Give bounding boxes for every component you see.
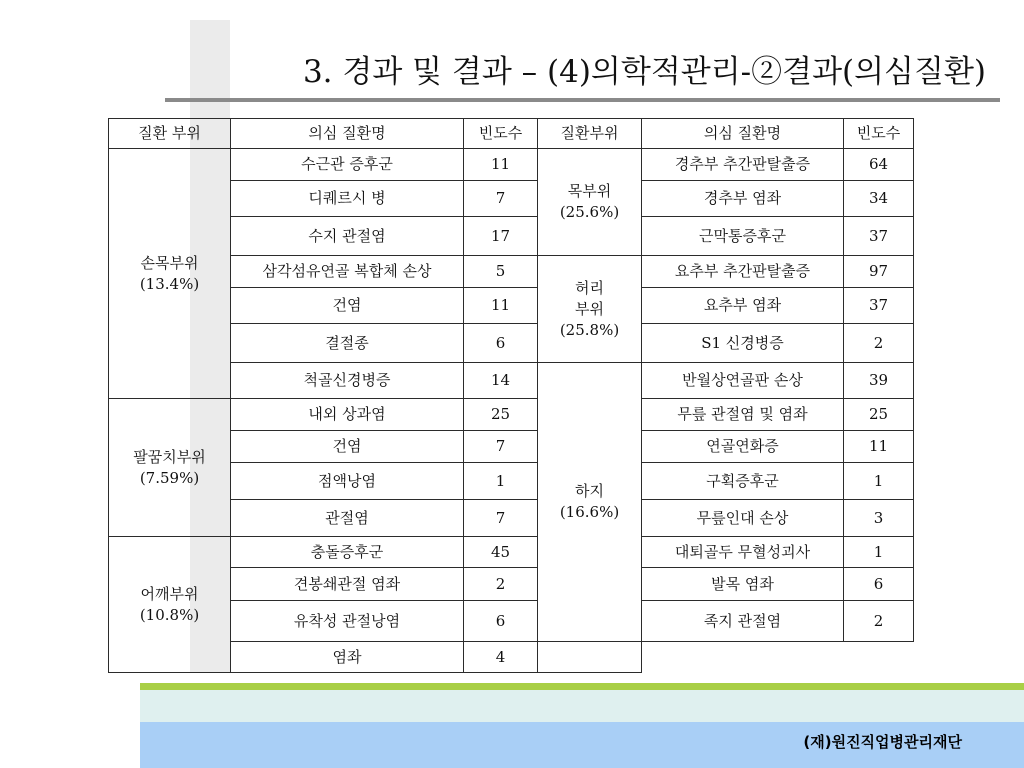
left-disease-name: 견봉쇄관절 염좌 bbox=[231, 568, 464, 601]
left-frequency: 11 bbox=[464, 149, 538, 181]
left-frequency: 1 bbox=[464, 463, 538, 500]
right-frequency: 6 bbox=[844, 568, 914, 601]
footer-organization: (재)원진직업병관리재단 bbox=[803, 733, 962, 751]
header-region: 질환부위 bbox=[538, 119, 642, 149]
slide-title: 3. 경과 및 결과 – (4)의학적관리-②결과(의심질환) bbox=[302, 53, 986, 90]
region-share: (25.8%) bbox=[559, 320, 620, 339]
right-frequency: 25 bbox=[844, 399, 914, 431]
right-frequency: 97 bbox=[844, 256, 914, 288]
left-disease-name: 관절염 bbox=[231, 500, 464, 537]
left-disease-name: 충돌증후군 bbox=[231, 537, 464, 568]
header-suspected-disease: 의심 질환명 bbox=[642, 119, 844, 149]
region-share: (16.6%) bbox=[559, 503, 620, 521]
region-share: (13.4%) bbox=[139, 274, 200, 293]
left-region-cell bbox=[109, 149, 231, 399]
right-frequency: 3 bbox=[844, 500, 914, 537]
right-frequency: 2 bbox=[844, 601, 914, 642]
left-frequency: 4 bbox=[464, 642, 538, 673]
right-frequency: 1 bbox=[844, 537, 914, 568]
right-disease-name: S1 신경병증 bbox=[642, 324, 844, 363]
left-disease-name: 점액낭염 bbox=[231, 463, 464, 500]
table-header-row bbox=[109, 119, 914, 149]
region-name: 하지 bbox=[575, 482, 604, 500]
right-disease-name: 연골연화증 bbox=[642, 431, 844, 463]
region-share: (25.6%) bbox=[559, 203, 620, 221]
right-frequency: 37 bbox=[844, 288, 914, 324]
region-name: 손목부위 bbox=[140, 253, 199, 272]
region-name: 목부위 bbox=[567, 182, 612, 200]
left-frequency: 7 bbox=[464, 431, 538, 463]
suspected-disease-table bbox=[108, 118, 914, 673]
left-disease-name: 건염 bbox=[231, 288, 464, 324]
left-frequency: 14 bbox=[464, 363, 538, 399]
region-share: (10.8%) bbox=[139, 605, 200, 624]
region-name: 어깨부위 bbox=[140, 584, 199, 603]
header-frequency: 빈도수 bbox=[464, 119, 538, 149]
title-area bbox=[60, 44, 986, 92]
right-disease-name: 무릎 관절염 및 염좌 bbox=[642, 399, 844, 431]
right-disease-name: 대퇴골두 무혈성괴사 bbox=[642, 537, 844, 568]
left-disease-name: 수지 관절염 bbox=[231, 217, 464, 256]
right-frequency: 1 bbox=[844, 463, 914, 500]
table-row bbox=[109, 537, 914, 568]
left-disease-name: 내외 상과염 bbox=[231, 399, 464, 431]
right-frequency: 34 bbox=[844, 181, 914, 217]
left-frequency: 5 bbox=[464, 256, 538, 288]
table-row bbox=[109, 149, 914, 181]
left-frequency: 11 bbox=[464, 288, 538, 324]
footer-light-band bbox=[140, 690, 1024, 722]
right-frequency: 2 bbox=[844, 324, 914, 363]
right-frequency: 11 bbox=[844, 431, 914, 463]
right-disease-name: 요추부 추간판탈출증 bbox=[642, 256, 844, 288]
title-underline bbox=[165, 98, 1000, 102]
right-region-cell bbox=[538, 149, 642, 256]
left-disease-name: 유착성 관절낭염 bbox=[231, 601, 464, 642]
region-name: 허리 부위 bbox=[575, 278, 604, 318]
left-frequency: 6 bbox=[464, 601, 538, 642]
header-region: 질환 부위 bbox=[109, 119, 231, 149]
left-frequency: 25 bbox=[464, 399, 538, 431]
right-disease-name: 경추부 추간판탈출증 bbox=[642, 149, 844, 181]
left-disease-name: 수근관 증후군 bbox=[231, 149, 464, 181]
header-frequency: 빈도수 bbox=[844, 119, 914, 149]
left-frequency: 17 bbox=[464, 217, 538, 256]
left-frequency: 6 bbox=[464, 324, 538, 363]
footer-green-stripe bbox=[140, 683, 1024, 690]
region-name: 팔꿈치부위 bbox=[133, 447, 206, 466]
empty-region-cell bbox=[538, 642, 642, 673]
left-disease-name: 염좌 bbox=[231, 642, 464, 673]
left-disease-name: 척골신경병증 bbox=[231, 363, 464, 399]
right-region-cell bbox=[538, 256, 642, 363]
right-frequency: 64 bbox=[844, 149, 914, 181]
right-disease-name: 무릎인대 손상 bbox=[642, 500, 844, 537]
right-frequency: 37 bbox=[844, 217, 914, 256]
right-disease-name: 요추부 염좌 bbox=[642, 288, 844, 324]
left-disease-name: 결절종 bbox=[231, 324, 464, 363]
blank-area bbox=[642, 642, 914, 673]
header-suspected-disease: 의심 질환명 bbox=[231, 119, 464, 149]
right-disease-name: 경추부 염좌 bbox=[642, 181, 844, 217]
left-disease-name: 디퀘르시 병 bbox=[231, 181, 464, 217]
left-region-cell bbox=[109, 399, 231, 537]
right-disease-name: 근막통증후군 bbox=[642, 217, 844, 256]
left-frequency: 7 bbox=[464, 181, 538, 217]
right-disease-name: 구획증후군 bbox=[642, 463, 844, 500]
right-region-cell bbox=[538, 363, 642, 642]
left-frequency: 2 bbox=[464, 568, 538, 601]
left-region-cell bbox=[109, 537, 231, 673]
right-frequency: 39 bbox=[844, 363, 914, 399]
right-disease-name: 반월상연골판 손상 bbox=[642, 363, 844, 399]
left-disease-name: 건염 bbox=[231, 431, 464, 463]
region-share: (7.59%) bbox=[139, 468, 200, 487]
left-frequency: 7 bbox=[464, 500, 538, 537]
table-row bbox=[109, 399, 914, 431]
left-disease-name: 삼각섬유연골 복합체 손상 bbox=[231, 256, 464, 288]
right-disease-name: 발목 염좌 bbox=[642, 568, 844, 601]
right-disease-name: 족지 관절염 bbox=[642, 601, 844, 642]
left-frequency: 45 bbox=[464, 537, 538, 568]
